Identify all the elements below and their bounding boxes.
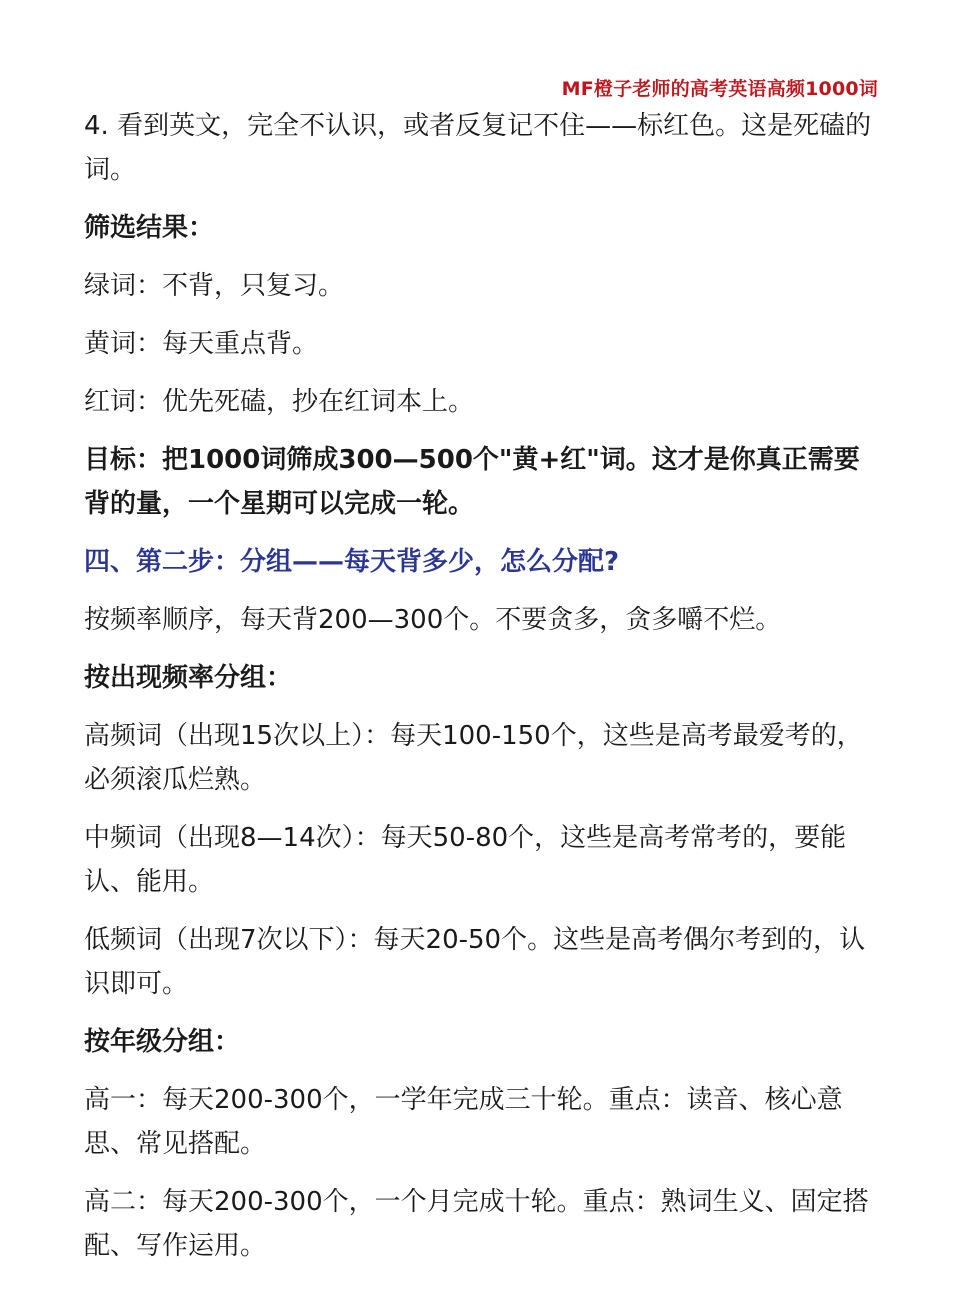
heading-group-by-frequency: 按出现频率分组： <box>84 663 293 693</box>
document-body <box>84 104 884 1282</box>
section-heading-step-two: 四、第二步：分组——每天背多少，怎么分配? <box>84 547 620 577</box>
paragraph-red-words: 红词：优先死磕，抄在红词本上。 <box>84 387 475 417</box>
paragraph-mid-frequency: 中频词（出现8—14次）：每天50-80个，这些是高考常考的，要能认、能用。 <box>84 823 847 897</box>
paragraph-grade-two: 高二：每天200-300个，一个月完成十轮。重点：熟词生义、固定搭配、写作运用。 <box>84 1187 869 1261</box>
paragraph-low-frequency: 低频词（出现7次以下）：每天20-50个。这些是高考偶尔考到的，认识即可。 <box>84 925 866 999</box>
paragraph-red-words-rule: 4. 看到英文，完全不认识，或者反复记不住——标红色。这是死磕的词。 <box>84 111 872 185</box>
heading-filter-result: 筛选结果： <box>84 213 215 243</box>
document-source-tag: MF橙子老师的高考英语高频1000词 <box>561 78 878 100</box>
paragraph-daily-amount: 按频率顺序，每天背200—300个。不要贪多，贪多嚼不烂。 <box>84 605 782 635</box>
paragraph-grade-one: 高一：每天200-300个，一学年完成三十轮。重点：读音、核心意思、常见搭配。 <box>84 1085 843 1159</box>
heading-group-by-grade: 按年级分组： <box>84 1027 241 1057</box>
paragraph-high-frequency: 高频词（出现15次以上）：每天100-150个，这些是高考最爱考的，必须滚瓜烂熟。 <box>84 721 863 795</box>
paragraph-goal: 目标：把1000词筛成300—500个"黄+红"词。这才是你真正需要背的量，一个星期可以完成一轮。 <box>84 445 860 519</box>
paragraph-green-words: 绿词：不背，只复习。 <box>84 271 345 301</box>
paragraph-yellow-words: 黄词：每天重点背。 <box>84 329 319 359</box>
